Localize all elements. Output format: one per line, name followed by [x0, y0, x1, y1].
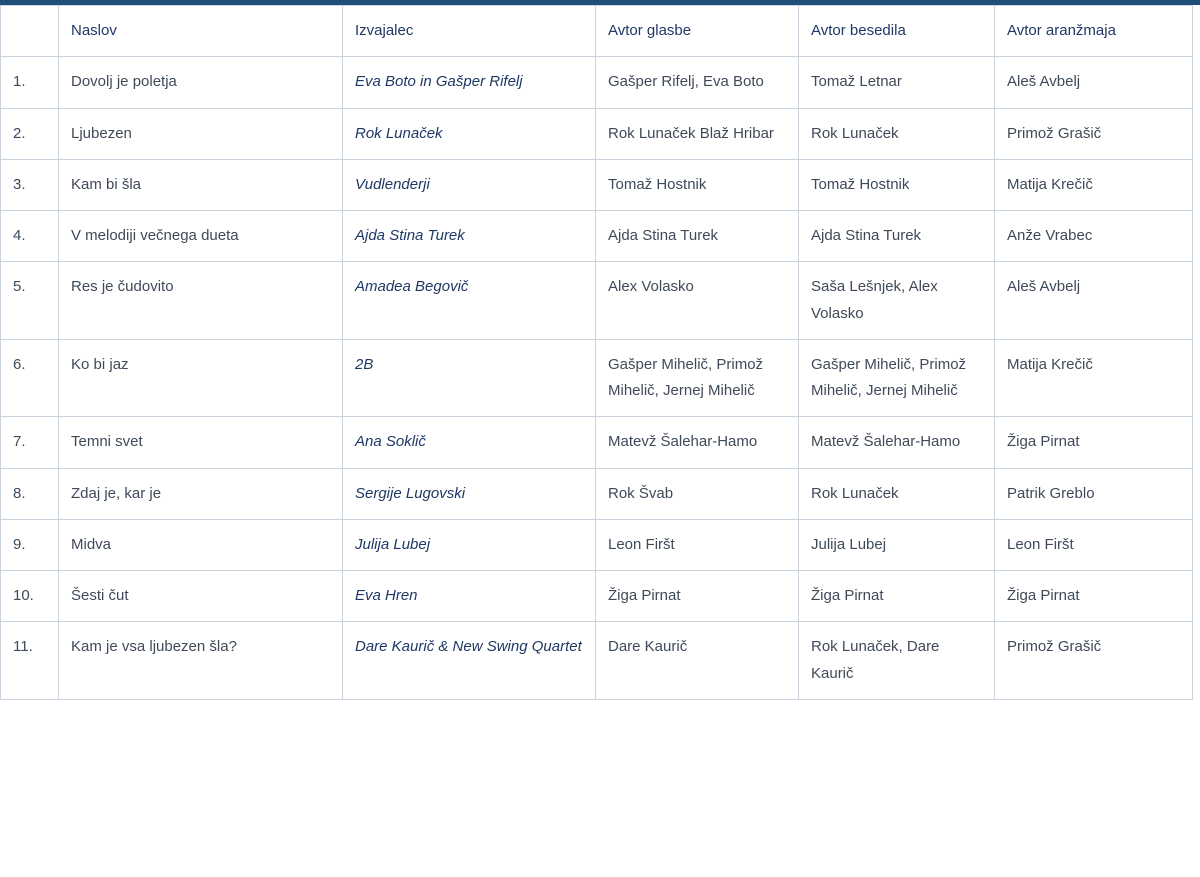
cell-index: 4.: [1, 211, 59, 262]
column-header-arrangement: Avtor aranžmaja: [995, 6, 1193, 57]
cell-title: Dovolj je poletja: [59, 57, 343, 108]
cell-lyrics: Rok Lunaček: [799, 468, 995, 519]
cell-arrangement: Žiga Pirnat: [995, 571, 1193, 622]
cell-title: Ko bi jaz: [59, 339, 343, 417]
cell-title: Kam je vsa ljubezen šla?: [59, 622, 343, 700]
cell-performer: Rok Lunaček: [343, 108, 596, 159]
cell-index: 6.: [1, 339, 59, 417]
cell-lyrics: Rok Lunaček, Dare Kaurič: [799, 622, 995, 700]
cell-lyrics: Julija Lubej: [799, 519, 995, 570]
cell-music: Tomaž Hostnik: [596, 159, 799, 210]
cell-title: Kam bi šla: [59, 159, 343, 210]
cell-index: 3.: [1, 159, 59, 210]
cell-music: Gašper Mihelič, Primož Mihelič, Jernej Mihelič: [596, 339, 799, 417]
cell-lyrics: Saša Lešnjek, Alex Volasko: [799, 262, 995, 340]
cell-lyrics: Tomaž Hostnik: [799, 159, 995, 210]
cell-performer: 2B: [343, 339, 596, 417]
table-row: [1, 622, 1193, 700]
songs-table: [0, 5, 1193, 700]
table-header: [1, 6, 1193, 57]
table-row: [1, 211, 1193, 262]
cell-music: Rok Lunaček Blaž Hribar: [596, 108, 799, 159]
table-row: [1, 417, 1193, 468]
cell-performer: Dare Kaurič & New Swing Quartet: [343, 622, 596, 700]
cell-music: Žiga Pirnat: [596, 571, 799, 622]
cell-arrangement: Matija Krečič: [995, 339, 1193, 417]
cell-index: 10.: [1, 571, 59, 622]
cell-music: Rok Švab: [596, 468, 799, 519]
cell-lyrics: Rok Lunaček: [799, 108, 995, 159]
cell-arrangement: Primož Grašič: [995, 622, 1193, 700]
cell-arrangement: Matija Krečič: [995, 159, 1193, 210]
cell-arrangement: Primož Grašič: [995, 108, 1193, 159]
table-row: [1, 519, 1193, 570]
cell-title: V melodiji večnega dueta: [59, 211, 343, 262]
column-header-lyrics: Avtor besedila: [799, 6, 995, 57]
cell-index: 2.: [1, 108, 59, 159]
cell-performer: Vudlenderji: [343, 159, 596, 210]
column-header-index: [1, 6, 59, 57]
cell-performer: Eva Boto in Gašper Rifelj: [343, 57, 596, 108]
cell-arrangement: Anže Vrabec: [995, 211, 1193, 262]
cell-title: Šesti čut: [59, 571, 343, 622]
cell-title: Ljubezen: [59, 108, 343, 159]
cell-music: Dare Kaurič: [596, 622, 799, 700]
cell-index: 11.: [1, 622, 59, 700]
cell-music: Ajda Stina Turek: [596, 211, 799, 262]
table-row: [1, 57, 1193, 108]
cell-arrangement: Žiga Pirnat: [995, 417, 1193, 468]
cell-index: 5.: [1, 262, 59, 340]
cell-index: 8.: [1, 468, 59, 519]
cell-index: 1.: [1, 57, 59, 108]
cell-lyrics: Matevž Šalehar-Hamo: [799, 417, 995, 468]
cell-title: Temni svet: [59, 417, 343, 468]
cell-music: Leon Firšt: [596, 519, 799, 570]
cell-music: Matevž Šalehar-Hamo: [596, 417, 799, 468]
cell-arrangement: Aleš Avbelj: [995, 57, 1193, 108]
cell-performer: Sergije Lugovski: [343, 468, 596, 519]
cell-arrangement: Patrik Greblo: [995, 468, 1193, 519]
cell-performer: Eva Hren: [343, 571, 596, 622]
table-header-row: [1, 6, 1193, 57]
table-row: [1, 468, 1193, 519]
table-row: [1, 159, 1193, 210]
table-row: [1, 262, 1193, 340]
table-row: [1, 108, 1193, 159]
cell-lyrics: Gašper Mihelič, Primož Mihelič, Jernej Mihelič: [799, 339, 995, 417]
table-row: [1, 339, 1193, 417]
cell-performer: Ajda Stina Turek: [343, 211, 596, 262]
cell-music: Gašper Rifelj, Eva Boto: [596, 57, 799, 108]
cell-performer: Julija Lubej: [343, 519, 596, 570]
cell-index: 7.: [1, 417, 59, 468]
cell-title: Midva: [59, 519, 343, 570]
cell-lyrics: Ajda Stina Turek: [799, 211, 995, 262]
cell-performer: Amadea Begovič: [343, 262, 596, 340]
cell-index: 9.: [1, 519, 59, 570]
column-header-title: Naslov: [59, 6, 343, 57]
cell-title: Zdaj je, kar je: [59, 468, 343, 519]
column-header-performer: Izvajalec: [343, 6, 596, 57]
cell-music: Alex Volasko: [596, 262, 799, 340]
cell-lyrics: Tomaž Letnar: [799, 57, 995, 108]
cell-lyrics: Žiga Pirnat: [799, 571, 995, 622]
cell-arrangement: Leon Firšt: [995, 519, 1193, 570]
cell-performer: Ana Soklič: [343, 417, 596, 468]
cell-arrangement: Aleš Avbelj: [995, 262, 1193, 340]
cell-title: Res je čudovito: [59, 262, 343, 340]
table-body: [1, 57, 1193, 700]
table-row: [1, 571, 1193, 622]
column-header-music: Avtor glasbe: [596, 6, 799, 57]
